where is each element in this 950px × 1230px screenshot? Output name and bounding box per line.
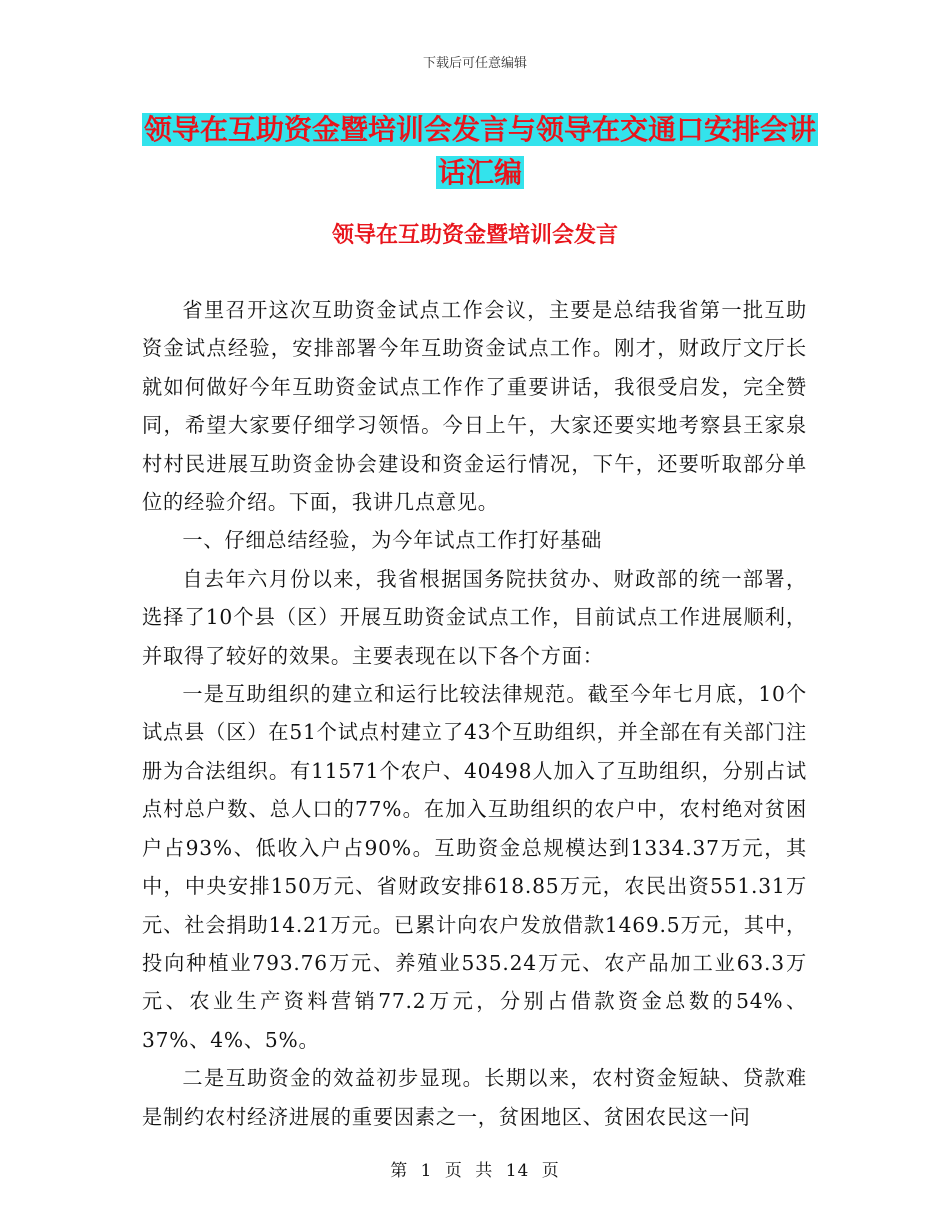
- footer-current-page: 1: [420, 1161, 433, 1181]
- paragraph-heading-1: 一、仔细总结经验，为今年试点工作打好基础: [182, 528, 603, 553]
- footer-page-word: 页: [444, 1161, 463, 1181]
- paragraph-intro: 省里召开这次互助资金试点工作会议，主要是总结我省第一批互助资金试点经验，安排部署今年互助资金试点工作。刚才，财政厅文厅长就如何做好今年互助资金试点工作作了重要讲话，我很受启发，完全赞同，希望大家要仔细学习领悟。今日上午，大家还要实地考察县王家泉村村民进展互助资金协会建设和资金运行情况，下午，还要听取部分单位的经验介绍。下面，我讲几点意见。: [142, 298, 807, 515]
- page-footer: [0, 1156, 950, 1181]
- footer-suffix: 页: [541, 1161, 560, 1181]
- document-title: [140, 108, 820, 194]
- paragraph-point-1: 一是互助组织的建立和运行比较法律规范。截至今年七月底，10个试点县（区）在51个试点村建立了43个互助组织，并全部在有关部门注册为合法组织。有11571个农户、40498人加入了互助组织，分别占试点村总户数、总人口的77%。在加入互助组织的农户中，农村绝对贫困户占93%、低收入户占90%。互助资金总规模达到1334.37万元，其中，中央安排150万元、省财政安排618.85万元，农民出资551.31万元、社会捐助14.21万元。已累计向农户发放借款1469.5万元，其中，投向种植业793.76万元、养殖业535.24万元、农产品加工业63.3万元、农业生产资料营销77.2万元，分别占借款资金总数的54%、37%、4%、5%。: [142, 682, 807, 1052]
- paragraph-background: 自去年六月份以来，我省根据国务院扶贫办、财政部的统一部署，选择了10个县（区）开展互助资金试点工作，目前试点工作进展顺利，并取得了较好的效果。主要表现在以下各个方面：: [142, 566, 807, 668]
- page-header-note: 下载后可任意编辑: [422, 56, 527, 71]
- document-body: [142, 291, 807, 1136]
- footer-prefix: 第: [390, 1161, 409, 1181]
- section-title: 领导在互助资金暨培训会发言: [331, 223, 618, 248]
- paragraph-point-2: 二是互助资金的效益初步显现。长期以来，农村资金短缺、贷款难是制约农村经济进展的重要因素之一，贫困地区、贫困农民这一问: [142, 1066, 807, 1129]
- footer-total-word: 共: [475, 1161, 494, 1181]
- document-title-text: 领导在互助资金暨培训会发言与领导在交通口安排会讲话汇编: [143, 113, 816, 189]
- footer-total-pages: 14: [505, 1161, 530, 1181]
